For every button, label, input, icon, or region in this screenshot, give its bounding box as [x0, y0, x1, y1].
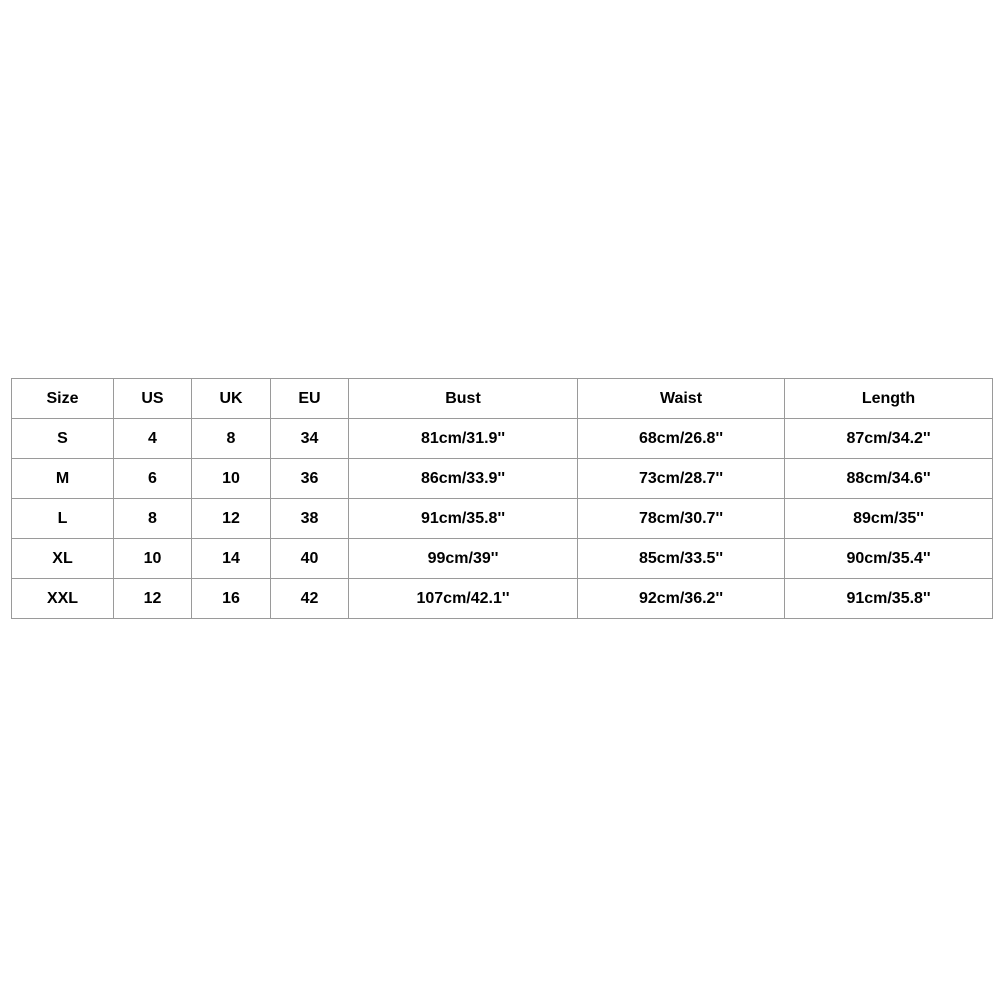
cell-bust: 86cm/33.9'': [349, 459, 578, 499]
cell-waist: 85cm/33.5'': [578, 539, 785, 579]
cell-waist: 68cm/26.8'': [578, 419, 785, 459]
cell-size: XL: [12, 539, 114, 579]
table-row: [12, 579, 993, 619]
cell-size: XXL: [12, 579, 114, 619]
cell-length: 88cm/34.6'': [785, 459, 993, 499]
cell-uk: 14: [192, 539, 271, 579]
cell-bust: 99cm/39'': [349, 539, 578, 579]
table-row: [12, 459, 993, 499]
size-chart-table: [11, 378, 993, 619]
cell-bust: 81cm/31.9'': [349, 419, 578, 459]
header-length: Length: [785, 379, 993, 419]
header-bust: Bust: [349, 379, 578, 419]
header-us: US: [114, 379, 192, 419]
cell-us: 4: [114, 419, 192, 459]
cell-eu: 34: [271, 419, 349, 459]
cell-us: 6: [114, 459, 192, 499]
cell-uk: 16: [192, 579, 271, 619]
cell-length: 87cm/34.2'': [785, 419, 993, 459]
cell-eu: 40: [271, 539, 349, 579]
cell-size: S: [12, 419, 114, 459]
header-row: [12, 379, 993, 419]
cell-bust: 107cm/42.1'': [349, 579, 578, 619]
header-uk: UK: [192, 379, 271, 419]
header-waist: Waist: [578, 379, 785, 419]
cell-uk: 12: [192, 499, 271, 539]
cell-eu: 36: [271, 459, 349, 499]
cell-size: M: [12, 459, 114, 499]
cell-waist: 73cm/28.7'': [578, 459, 785, 499]
cell-us: 10: [114, 539, 192, 579]
table-row: [12, 539, 993, 579]
table-row: [12, 419, 993, 459]
cell-length: 91cm/35.8'': [785, 579, 993, 619]
header-eu: EU: [271, 379, 349, 419]
table-row: [12, 499, 993, 539]
cell-eu: 42: [271, 579, 349, 619]
cell-waist: 78cm/30.7'': [578, 499, 785, 539]
cell-us: 12: [114, 579, 192, 619]
cell-us: 8: [114, 499, 192, 539]
cell-waist: 92cm/36.2'': [578, 579, 785, 619]
cell-uk: 8: [192, 419, 271, 459]
cell-size: L: [12, 499, 114, 539]
cell-length: 89cm/35'': [785, 499, 993, 539]
cell-length: 90cm/35.4'': [785, 539, 993, 579]
cell-eu: 38: [271, 499, 349, 539]
cell-uk: 10: [192, 459, 271, 499]
cell-bust: 91cm/35.8'': [349, 499, 578, 539]
header-size: Size: [12, 379, 114, 419]
